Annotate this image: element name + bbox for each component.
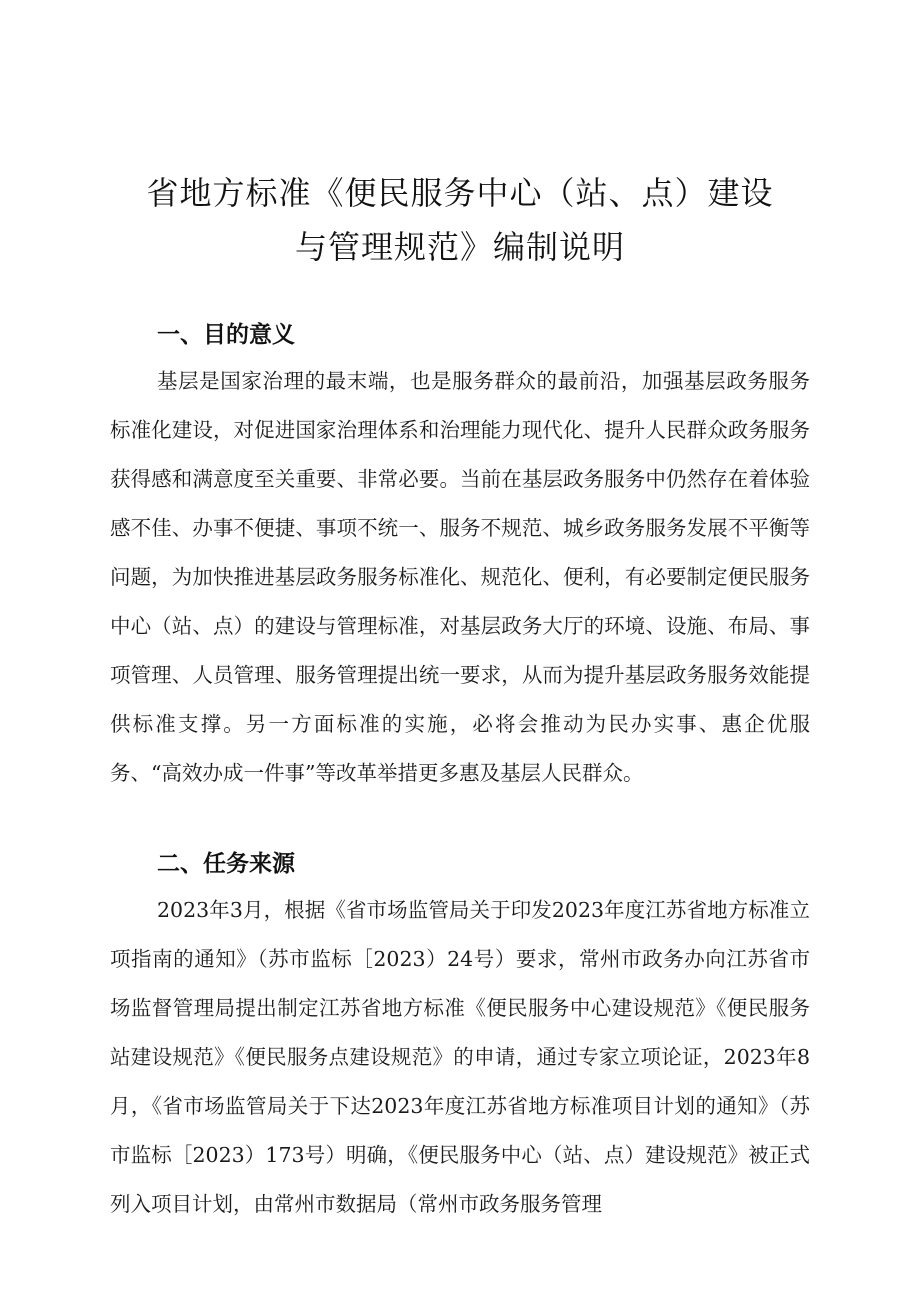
section-body-purpose: 基层是国家治理的最末端，也是服务群众的最前沿，加强基层政务服务标准化建设，对促进国家治理体系和治理能力现代化、提升人民群众政务服务获得感和满意度至关重要、非常必要。当前在基层政务服务中仍然存在着体验感不佳、办事不便捷、事项不统一、服务不规范、城乡政务服务发展不平衡等问题，为加快推进基层政务服务标准化、规范化、便利，有必要制定便民服务中心（站、点）的建设与管理标准，对基层政务大厅的环境、设施、布局、事项管理、人员管理、服务管理提出统一要求，从而为提升基层政务服务效能提供标准支撑。另一方面标准的实施，必将会推动为民办实事、惠企优服务、“高效办成一件事”等改革举措更多惠及基层人民群众。: [110, 369, 810, 785]
section-heading-task-source: 二、任务来源: [157, 851, 295, 877]
document-title-line-1: 省地方标准《便民服务中心（站、点）建设: [146, 174, 774, 212]
document-title-line-2: 与管理规范》编制说明: [294, 228, 625, 266]
section-heading-purpose: 一、目的意义: [157, 322, 295, 348]
section-body-task-source: 2023年3月，根据《省市场监管局关于印发2023年度江苏省地方标准立项指南的通知》（苏市监标［2023）24号）要求，常州市政务办向江苏省市场监督管理局提出制定江苏省地方标准《便民服务中心建设规范》《便民服务站建设规范》《便民服务点建设规范》的申请，通过专家立项论证，2023年8月，《省市场监管局关于下达2023年度江苏省地方标准项目计划的通知》（苏市监标［2023）173号）明确，《便民服务中心（站、点）建设规范》被正式列入项目计划，由常州市数据局（常州市政务服务管理: [110, 898, 810, 1216]
